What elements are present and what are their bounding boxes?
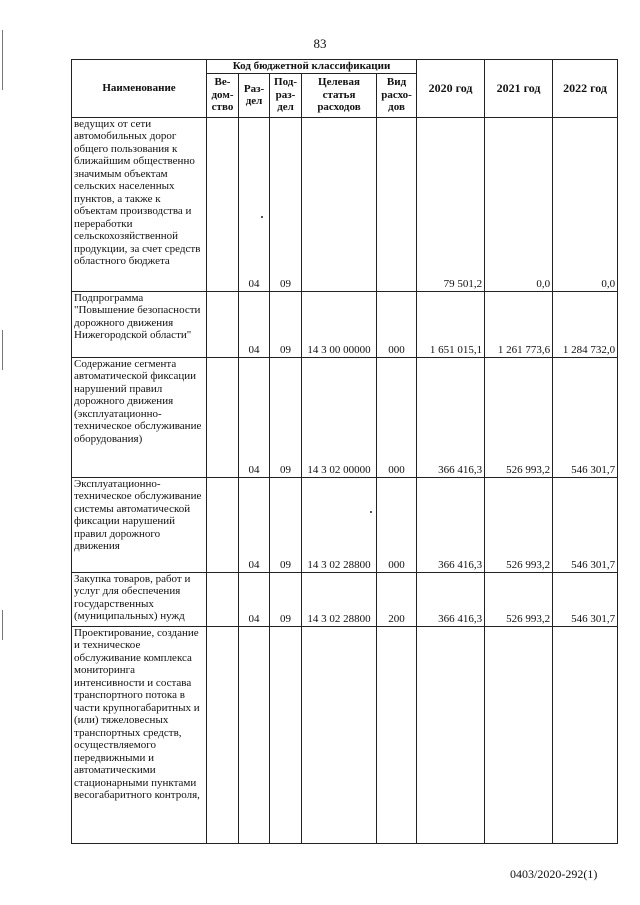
table-row bbox=[72, 357, 618, 477]
budget-table bbox=[71, 59, 618, 844]
row-2020: 366 416,3 bbox=[417, 477, 485, 572]
table-row bbox=[72, 477, 618, 572]
row-2022: 546 301,7 bbox=[553, 572, 618, 626]
row-vedomstvo bbox=[207, 626, 239, 843]
row-vedomstvo bbox=[207, 477, 239, 572]
row-2022: 1 284 732,0 bbox=[553, 291, 618, 357]
row-target: 14 3 02 28800 bbox=[302, 572, 377, 626]
row-2022 bbox=[553, 626, 618, 843]
row-vedomstvo bbox=[207, 572, 239, 626]
row-name: Подпрограмма "Повышение безопасности дорожного движения Нижегородской области" bbox=[72, 291, 207, 357]
row-podrazdel: 09 bbox=[270, 357, 302, 477]
row-podrazdel: 09 bbox=[270, 572, 302, 626]
page-number: 83 bbox=[313, 36, 327, 51]
document-code: 0403/2020-292(1) bbox=[510, 867, 598, 881]
row-2020: 366 416,3 bbox=[417, 572, 485, 626]
row-2020: 1 651 015,1 bbox=[417, 291, 485, 357]
row-podrazdel: 09 bbox=[270, 117, 302, 291]
col-header-classification-group: Код бюджетной классификации bbox=[207, 60, 417, 74]
row-razdel: 04 bbox=[239, 572, 270, 626]
row-podrazdel: 09 bbox=[270, 477, 302, 572]
row-podrazdel bbox=[270, 626, 302, 843]
row-vid: 000 bbox=[377, 477, 417, 572]
col-header-2021: 2021 год bbox=[485, 60, 553, 118]
col-header-name: Наименование bbox=[72, 60, 207, 118]
header-row bbox=[72, 60, 618, 74]
row-2021: 1 261 773,6 bbox=[485, 291, 553, 357]
row-vid: 000 bbox=[377, 291, 417, 357]
row-2020 bbox=[417, 626, 485, 843]
col-header-podrazdel: Под-раз-дел bbox=[270, 73, 302, 117]
row-2021: 0,0 bbox=[485, 117, 553, 291]
row-name: Закупка товаров, работ и услуг для обеспечения государственных (муниципальных) нужд bbox=[72, 572, 207, 626]
row-razdel: 04 bbox=[239, 117, 270, 291]
col-header-2022: 2022 год bbox=[553, 60, 618, 118]
row-2022: 0,0 bbox=[553, 117, 618, 291]
col-header-target: Целевая статья расходов bbox=[302, 73, 377, 117]
row-vid: 000 bbox=[377, 357, 417, 477]
row-vid: 200 bbox=[377, 572, 417, 626]
row-target: 14 3 00 00000 bbox=[302, 291, 377, 357]
row-razdel: 04 bbox=[239, 291, 270, 357]
col-header-2020: 2020 год bbox=[417, 60, 485, 118]
scan-edge-mark bbox=[2, 330, 3, 370]
row-target bbox=[302, 626, 377, 843]
row-razdel: 04 bbox=[239, 477, 270, 572]
row-name: Эксплуатационно-техническое обслуживание системы автоматической фиксации нарушений правил дорожного движения bbox=[72, 477, 207, 572]
row-2022: 546 301,7 bbox=[553, 357, 618, 477]
col-header-razdel: Раз-дел bbox=[239, 73, 270, 117]
table-row bbox=[72, 291, 618, 357]
row-target: 14 3 02 00000 bbox=[302, 357, 377, 477]
table-row bbox=[72, 626, 618, 843]
row-vedomstvo bbox=[207, 117, 239, 291]
col-header-vid: Вид расхо-дов bbox=[377, 73, 417, 117]
row-vedomstvo bbox=[207, 357, 239, 477]
row-2022: 546 301,7 bbox=[553, 477, 618, 572]
row-2021 bbox=[485, 626, 553, 843]
row-name: Проектирование, создание и техническое обслуживание комплекса мониторинга интенсивности и состава транспортного потока в части крупногабаритных и (или) тяжеловесных транспортных средств, осуществляемого передвижными и автоматическими стационарными пунктами весогабаритного контроля, bbox=[72, 626, 207, 843]
row-2021: 526 993,2 bbox=[485, 572, 553, 626]
scan-edge-mark bbox=[2, 610, 3, 640]
row-2020: 366 416,3 bbox=[417, 357, 485, 477]
row-razdel: 04 bbox=[239, 357, 270, 477]
row-vid bbox=[377, 117, 417, 291]
col-header-vedomstvo: Ве-дом-ство bbox=[207, 73, 239, 117]
row-vid bbox=[377, 626, 417, 843]
row-name: ведущих от сети автомобильных дорог общего пользования к ближайшим общественно значимым объектам сельских населенных пунктов, а также к объектам производства и переработки сельскохозяйственной продукции, за счет средств областного бюджета bbox=[72, 117, 207, 291]
row-target bbox=[302, 117, 377, 291]
row-2021: 526 993,2 bbox=[485, 357, 553, 477]
table-row bbox=[72, 572, 618, 626]
row-podrazdel: 09 bbox=[270, 291, 302, 357]
table-row bbox=[72, 117, 618, 291]
row-vedomstvo bbox=[207, 291, 239, 357]
row-target: 14 3 02 28800 bbox=[302, 477, 377, 572]
row-razdel bbox=[239, 626, 270, 843]
row-2021: 526 993,2 bbox=[485, 477, 553, 572]
row-name: Содержание сегмента автоматической фиксации нарушений правил дорожного движения (эксплуатационно-техническое обслуживание оборудования) bbox=[72, 357, 207, 477]
row-2020: 79 501,2 bbox=[417, 117, 485, 291]
